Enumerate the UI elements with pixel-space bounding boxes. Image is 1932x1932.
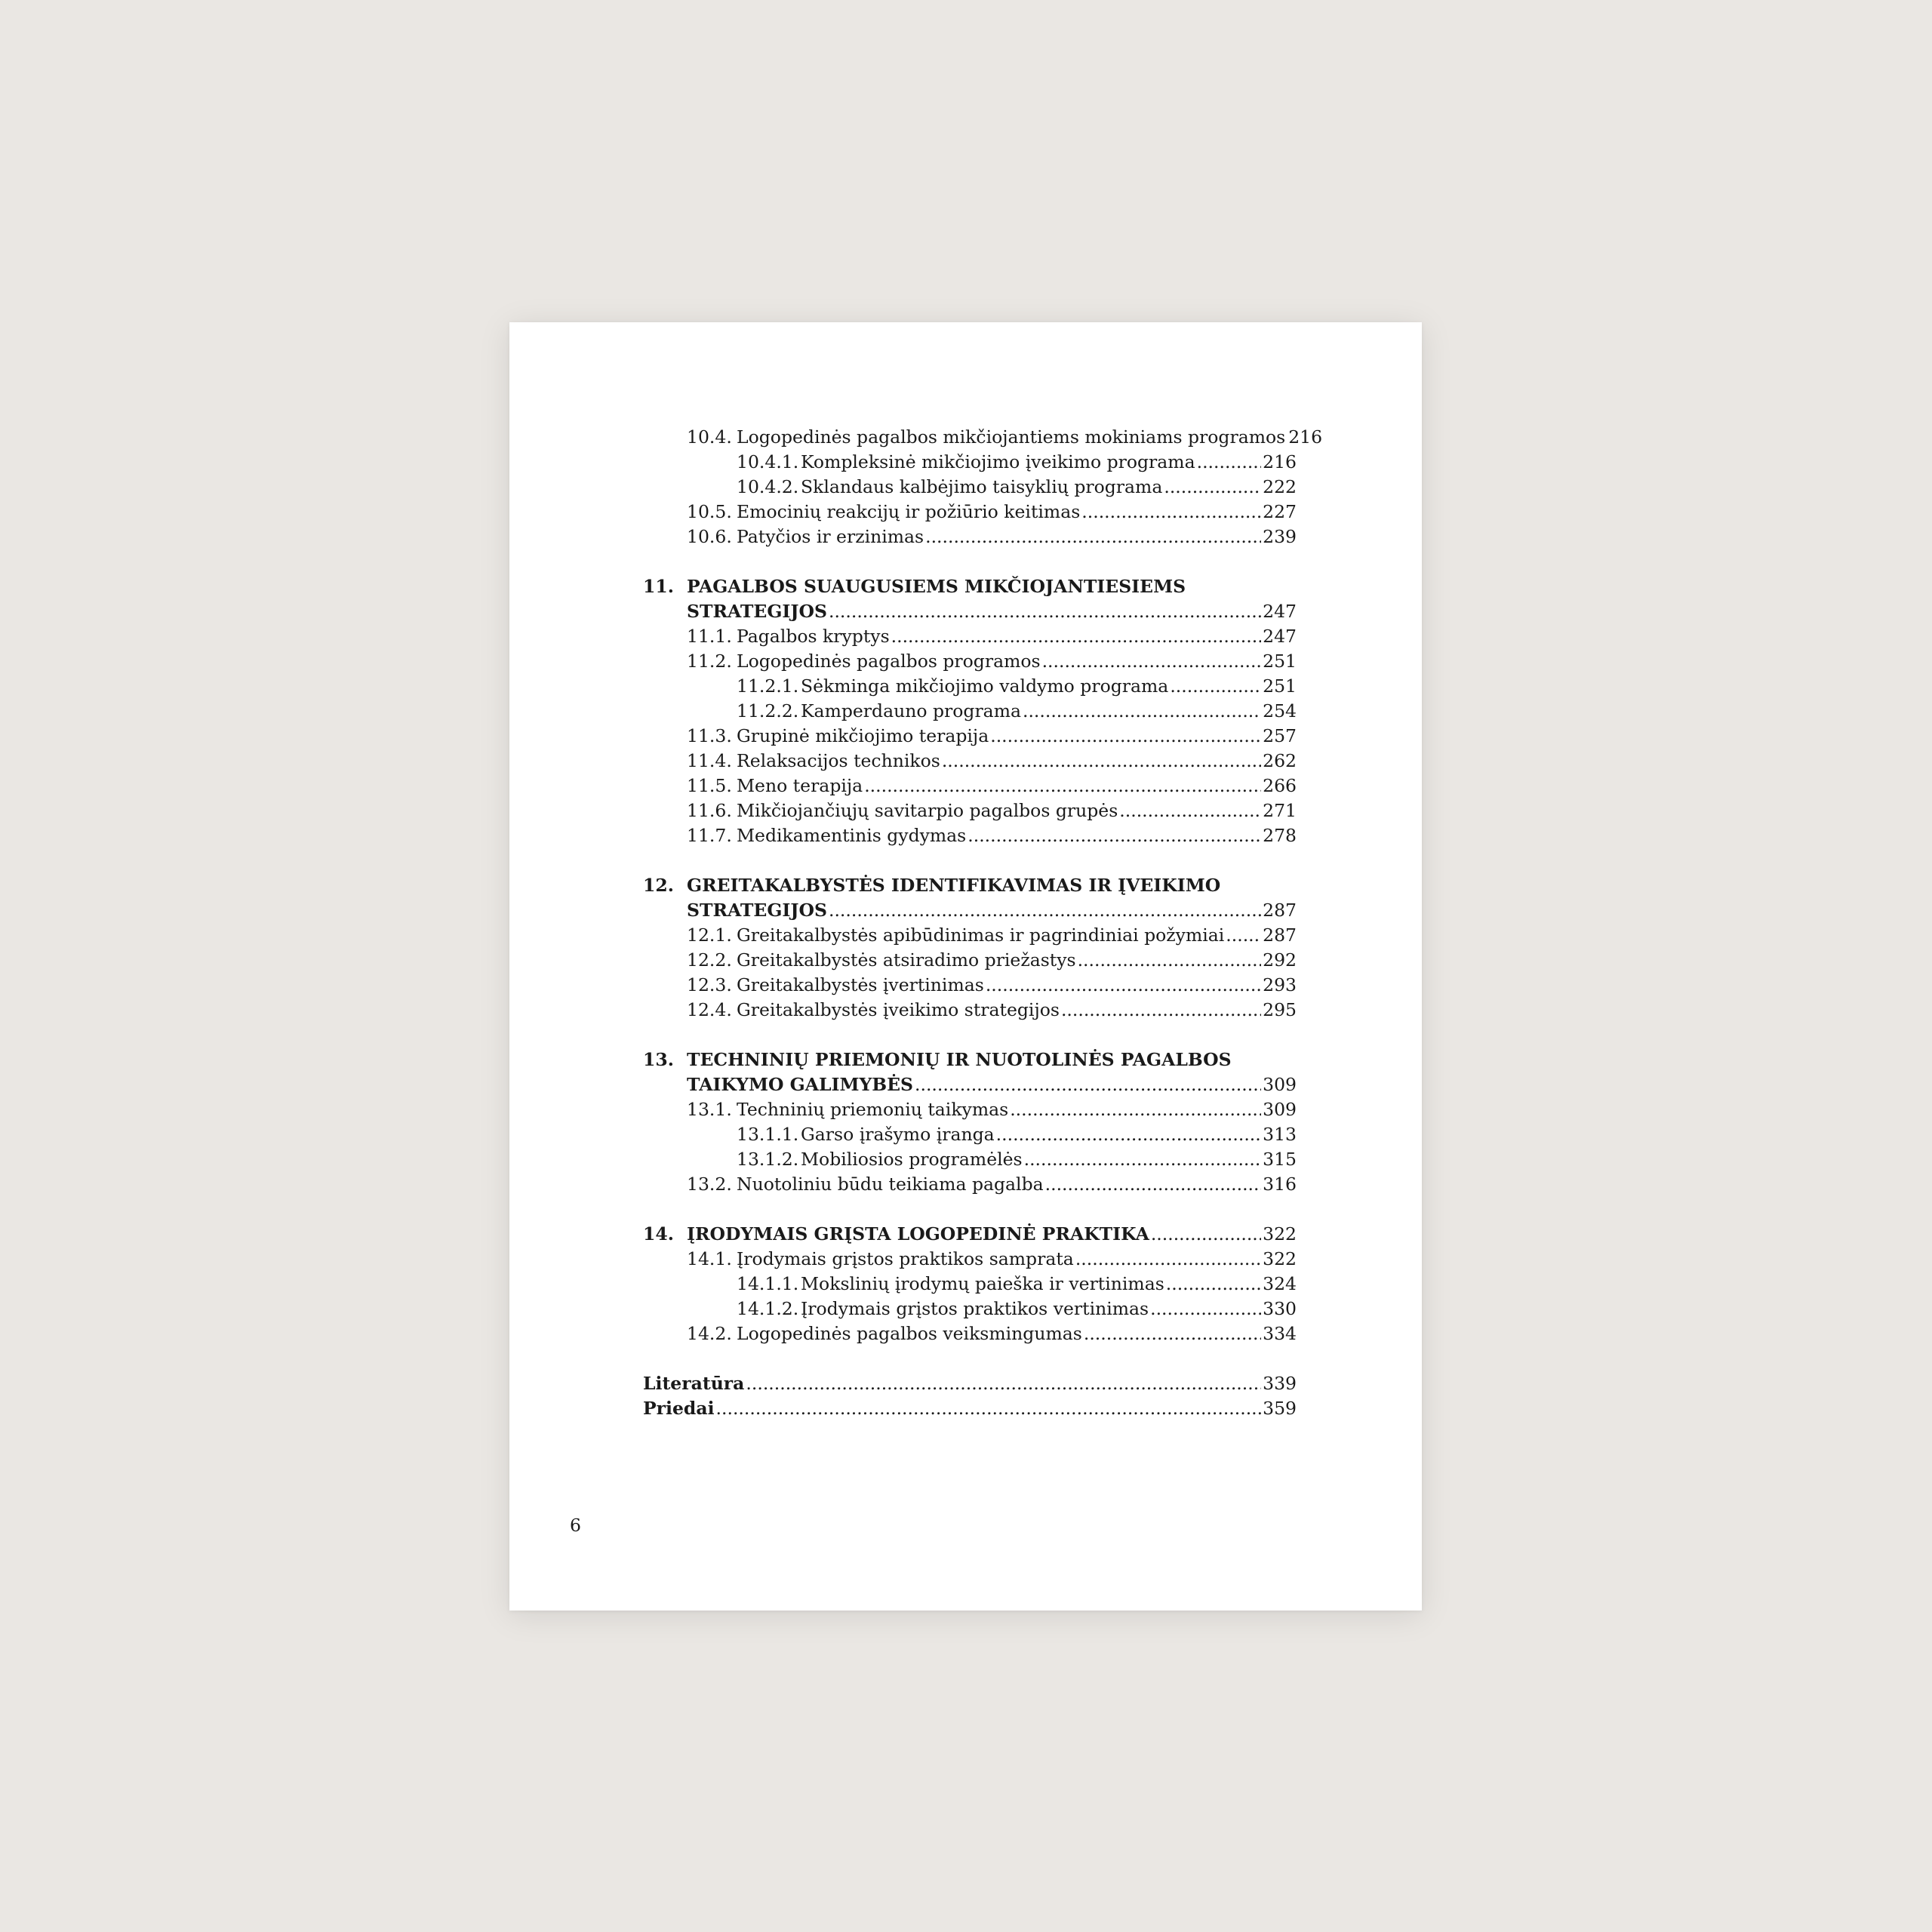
toc-entry	[643, 500, 1297, 525]
toc-title: Logopedinės pagalbos programos	[737, 651, 1041, 672]
toc-page: 247	[1263, 626, 1297, 647]
dot-leader	[1061, 998, 1261, 1023]
toc-page: 257	[1263, 725, 1297, 746]
toc-entry	[643, 724, 1297, 749]
toc-number: 10.4.1.	[737, 451, 799, 472]
toc-title: Pagalbos kryptys	[737, 626, 890, 647]
toc-page: 316	[1263, 1174, 1297, 1195]
toc-page: 271	[1263, 800, 1297, 821]
toc-title: Sėkminga mikčiojimo valdymo programa	[801, 675, 1169, 697]
toc-backmatter-appendices	[643, 1396, 1297, 1421]
toc-title-continued: TAIKYMO GALIMYBĖS	[687, 1074, 914, 1095]
toc-number: 11.2.2.	[737, 700, 799, 721]
toc-backmatter-literature	[643, 1371, 1297, 1396]
dot-leader	[1226, 923, 1261, 948]
toc-title: TECHNINIŲ PRIEMONIŲ IR NUOTOLINĖS PAGALBOS	[687, 1049, 1232, 1070]
toc-number: 14.	[643, 1223, 674, 1244]
toc-entry	[643, 649, 1297, 674]
dot-leader	[1024, 1147, 1262, 1172]
toc-title: Mokslinių įrodymų paieška ir vertinimas	[801, 1273, 1164, 1294]
toc-number: 11.7.	[687, 825, 732, 846]
dot-leader	[1119, 798, 1261, 823]
toc-entry	[643, 774, 1297, 798]
toc-page: 309	[1263, 1074, 1297, 1095]
toc-entry	[643, 674, 1297, 699]
toc-title: Greitakalbystės įvertinimas	[737, 974, 984, 995]
toc-number: 14.2.	[687, 1323, 732, 1344]
toc-title: Meno terapija	[737, 775, 863, 796]
toc-title: Sklandaus kalbėjimo taisyklių programa	[801, 476, 1163, 497]
toc-chapter	[643, 574, 1297, 599]
toc-title: Kamperdauno programa	[801, 700, 1021, 721]
toc-title: Medikamentinis gydymas	[737, 825, 967, 846]
toc-number: 11.2.1.	[737, 675, 799, 697]
toc-page: 322	[1263, 1223, 1297, 1244]
toc-entry	[643, 1272, 1297, 1297]
toc-entry	[643, 425, 1323, 450]
toc-number: 13.1.	[687, 1099, 732, 1120]
toc-title: GREITAKALBYSTĖS IDENTIFIKAVIMAS IR ĮVEIKIMO	[687, 875, 1221, 896]
dot-leader	[1010, 1097, 1261, 1122]
toc-page: 287	[1263, 900, 1297, 921]
toc-title: Garso įrašymo įranga	[801, 1124, 995, 1145]
toc-number: 11.	[643, 576, 674, 597]
toc-entry	[643, 1247, 1297, 1272]
toc-chapter-continued	[643, 898, 1297, 923]
toc-title: Nuotoliniu būdu teikiama pagalba	[737, 1174, 1044, 1195]
toc-number: 10.5.	[687, 501, 732, 522]
toc-page: 239	[1263, 526, 1297, 547]
toc-number: 12.	[643, 875, 674, 896]
toc-chapter	[643, 1048, 1297, 1072]
dot-leader	[968, 823, 1261, 848]
toc-chapter-continued	[643, 599, 1297, 624]
toc-page: 278	[1263, 825, 1297, 846]
toc-number: 10.4.2.	[737, 476, 799, 497]
toc-entry	[643, 1297, 1297, 1321]
toc-entry	[643, 749, 1297, 774]
toc-page: 315	[1263, 1149, 1297, 1170]
toc-title: Grupinė mikčiojimo terapija	[737, 725, 989, 746]
dot-leader	[1166, 1272, 1261, 1297]
toc-number: 13.2.	[687, 1174, 732, 1195]
toc-title: Mikčiojančiųjų savitarpio pagalbos grupės	[737, 800, 1118, 821]
dot-leader	[1078, 948, 1262, 973]
toc-page: 334	[1263, 1323, 1297, 1344]
toc-number: 11.5.	[687, 775, 732, 796]
toc-title: Kompleksinė mikčiojimo įveikimo programa	[801, 451, 1195, 472]
toc-title: Literatūra	[643, 1373, 745, 1394]
toc-entry	[643, 1122, 1297, 1147]
dot-leader	[1170, 674, 1261, 699]
toc-title-continued: STRATEGIJOS	[687, 900, 827, 921]
toc-number: 11.1.	[687, 626, 732, 647]
toc-entry	[643, 699, 1297, 724]
toc-entry	[643, 475, 1297, 500]
toc-entry	[643, 1097, 1297, 1122]
toc-entry	[643, 998, 1297, 1023]
toc-title: Priedai	[643, 1398, 715, 1419]
dot-leader	[716, 1396, 1262, 1421]
toc-number: 10.4.	[687, 426, 732, 448]
dot-leader	[1081, 500, 1261, 525]
toc-number: 13.1.2.	[737, 1149, 799, 1170]
toc-number: 12.2.	[687, 949, 732, 971]
toc-page: 359	[1263, 1398, 1297, 1419]
toc-chapter	[643, 1222, 1297, 1247]
toc-page: 339	[1263, 1373, 1297, 1394]
toc-entry	[643, 1172, 1297, 1197]
toc-title: Logopedinės pagalbos veiksmingumas	[737, 1323, 1082, 1344]
page-number: 6	[570, 1515, 581, 1536]
toc-chapter-continued	[643, 1072, 1297, 1097]
toc-entry	[643, 1321, 1297, 1346]
toc-title: Relaksacijos technikos	[737, 750, 940, 771]
toc-number: 12.4.	[687, 999, 732, 1020]
dot-leader	[891, 624, 1262, 649]
dot-leader	[1150, 1297, 1261, 1321]
toc-title: PAGALBOS SUAUGUSIEMS MIKČIOJANTIESIEMS	[687, 576, 1186, 597]
dot-leader	[1151, 1222, 1261, 1247]
toc-number: 13.1.1.	[737, 1124, 799, 1145]
toc-page: 216	[1288, 426, 1323, 448]
toc-title-continued: STRATEGIJOS	[687, 601, 827, 622]
dot-leader	[1075, 1247, 1261, 1272]
toc-title: ĮRODYMAIS GRĮSTA LOGOPEDINĖ PRAKTIKA	[687, 1223, 1149, 1244]
toc-number: 10.6.	[687, 526, 732, 547]
dot-leader	[990, 724, 1261, 749]
dot-leader	[1197, 450, 1262, 475]
toc-page: 322	[1263, 1248, 1297, 1269]
toc-page: 313	[1263, 1124, 1297, 1145]
toc-entry	[643, 624, 1297, 649]
toc-number: 11.4.	[687, 750, 732, 771]
toc-page: 309	[1263, 1099, 1297, 1120]
dot-leader	[925, 525, 1261, 549]
toc-page: 247	[1263, 601, 1297, 622]
dot-leader	[996, 1122, 1261, 1147]
dot-leader	[1084, 1321, 1261, 1346]
toc-number: 11.2.	[687, 651, 732, 672]
toc-entry	[643, 525, 1297, 549]
toc-title: Patyčios ir erzinimas	[737, 526, 924, 547]
toc-title: Greitakalbystės atsiradimo priežastys	[737, 949, 1076, 971]
toc-title: Greitakalbystės įveikimo strategijos	[737, 999, 1060, 1020]
toc-number: 12.1.	[687, 924, 732, 946]
toc-title: Emocinių reakcijų ir požiūrio keitimas	[737, 501, 1081, 522]
dot-leader	[746, 1371, 1261, 1396]
toc-page: 324	[1263, 1273, 1297, 1294]
dot-leader	[1042, 649, 1262, 674]
toc-number: 14.1.	[687, 1248, 732, 1269]
toc-title: Greitakalbystės apibūdinimas ir pagrindiniai požymiai	[737, 924, 1225, 946]
toc-chapter	[643, 873, 1297, 898]
dot-leader	[915, 1072, 1261, 1097]
toc-title: Mobiliosios programėlės	[801, 1149, 1023, 1170]
toc-number: 13.	[643, 1049, 674, 1070]
toc-number: 14.1.1.	[737, 1273, 799, 1294]
dot-leader	[986, 973, 1261, 998]
toc-number: 11.3.	[687, 725, 732, 746]
toc-page: 222	[1263, 476, 1297, 497]
toc-entry	[643, 923, 1297, 948]
dot-leader	[829, 898, 1261, 923]
toc-page: 251	[1263, 675, 1297, 697]
toc-title: Techninių priemonių taikymas	[737, 1099, 1009, 1120]
toc-entry	[643, 1147, 1297, 1172]
toc-page: 287	[1263, 924, 1297, 946]
toc-title: Logopedinės pagalbos mikčiojantiems mokiniams programos	[737, 426, 1286, 448]
toc-title: Įrodymais grįstos praktikos vertinimas	[801, 1298, 1149, 1319]
toc-page: 262	[1263, 750, 1297, 771]
toc-entry	[643, 948, 1297, 973]
toc-title: Įrodymais grįstos praktikos samprata	[737, 1248, 1074, 1269]
toc-page: 227	[1263, 501, 1297, 522]
dot-leader	[1164, 475, 1261, 500]
toc-number: 11.6.	[687, 800, 732, 821]
dot-leader	[864, 774, 1261, 798]
toc-page: 254	[1263, 700, 1297, 721]
dot-leader	[1045, 1172, 1262, 1197]
toc-page: 295	[1263, 999, 1297, 1020]
toc-entry	[643, 450, 1297, 475]
toc-entry	[643, 798, 1297, 823]
dot-leader	[1023, 699, 1261, 724]
toc-page: 251	[1263, 651, 1297, 672]
toc-entry	[643, 823, 1297, 848]
book-page	[509, 322, 1422, 1611]
toc-page: 292	[1263, 949, 1297, 971]
toc-page: 266	[1263, 775, 1297, 796]
dot-leader	[942, 749, 1261, 774]
dot-leader	[829, 599, 1261, 624]
toc-page: 216	[1263, 451, 1297, 472]
table-of-contents	[643, 425, 1323, 1421]
toc-page: 330	[1263, 1298, 1297, 1319]
toc-entry	[643, 973, 1297, 998]
toc-page: 293	[1263, 974, 1297, 995]
toc-number: 12.3.	[687, 974, 732, 995]
toc-number: 14.1.2.	[737, 1298, 799, 1319]
